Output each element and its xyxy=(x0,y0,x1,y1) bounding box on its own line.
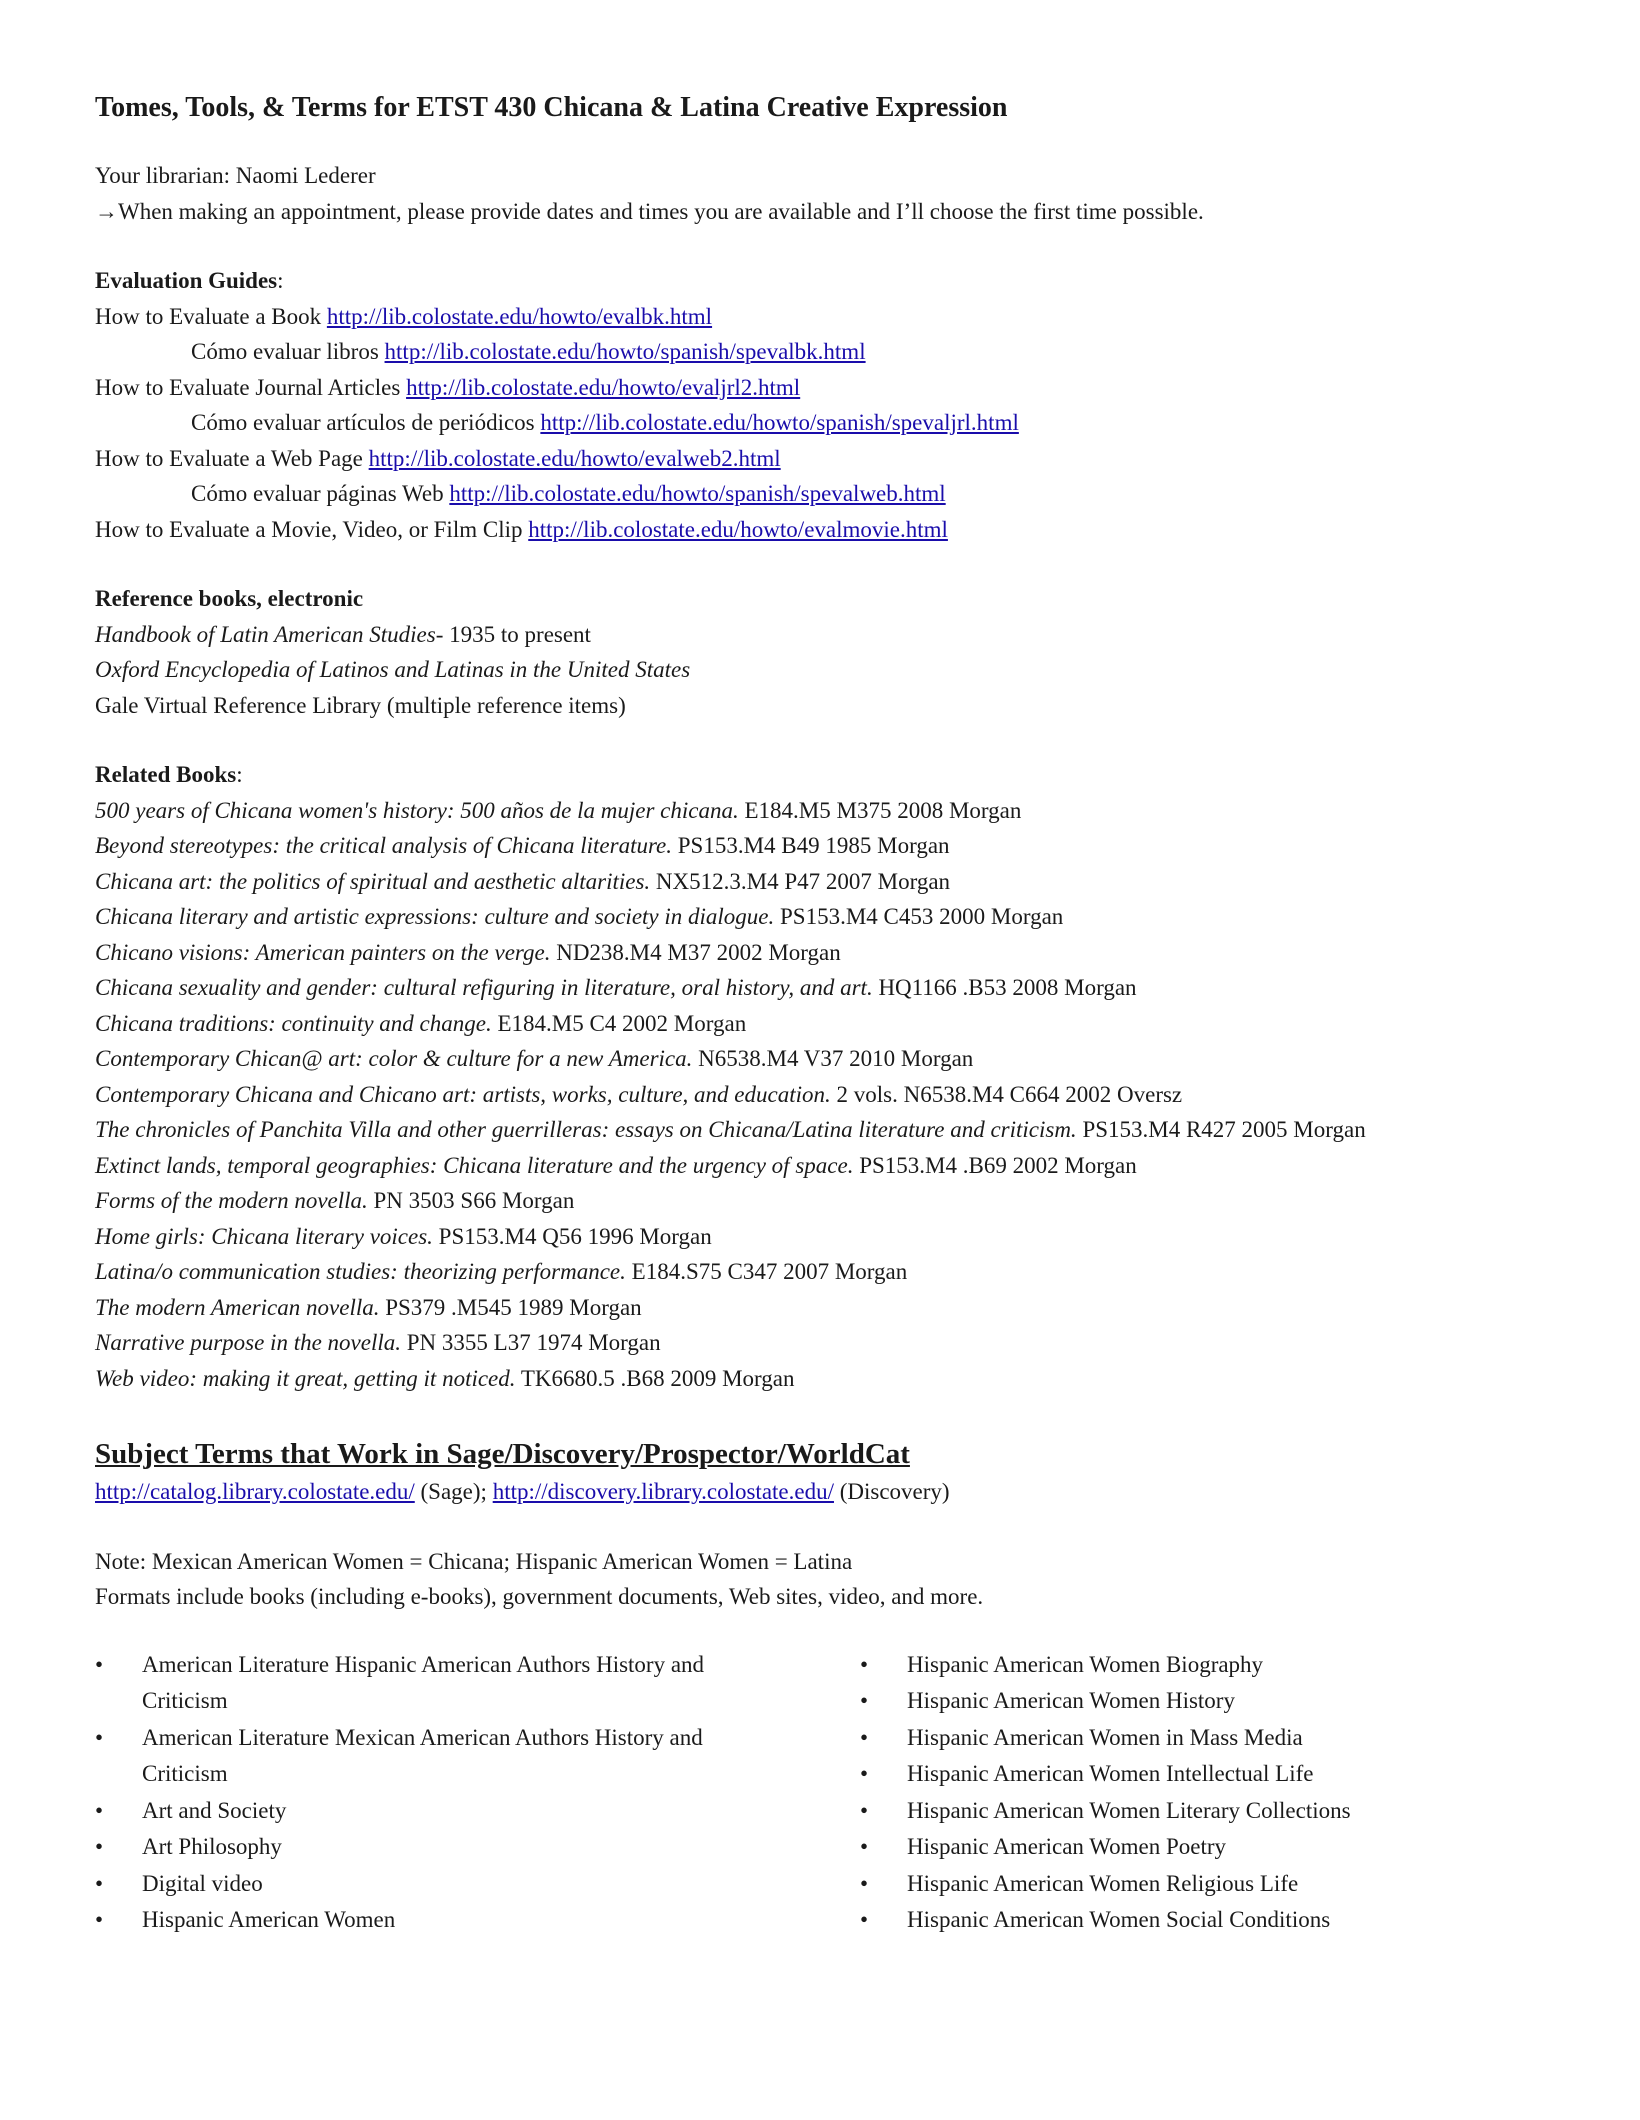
subject-term-item xyxy=(860,1793,1460,1830)
subject-terms-columns xyxy=(95,1647,1555,1939)
related-book-item xyxy=(95,1254,1505,1290)
evaluation-guide-link[interactable]: http://lib.colostate.edu/howto/evalbk.html xyxy=(326,303,713,329)
call-number: E184.M5 C4 2002 Morgan xyxy=(491,1010,747,1036)
bullet-icon: • xyxy=(860,1907,869,1932)
evaluation-guide-label: Cómo evaluar libros xyxy=(191,339,385,364)
reference-heading: Reference books, electronic xyxy=(95,586,364,611)
formats-note: Formats include books (including e-books), government documents, Web sites, video, and more. xyxy=(95,1584,984,1609)
related-book-item xyxy=(95,899,1505,935)
subject-term-item xyxy=(95,1647,782,1720)
related-book-item xyxy=(95,935,1505,971)
sage-catalog-link[interactable]: http://catalog.library.colostate.edu/ xyxy=(95,1479,415,1504)
call-number: PS379 .M545 1989 Morgan xyxy=(379,1294,642,1320)
book-title: Forms of the modern novella. xyxy=(95,1188,368,1213)
subject-term-item xyxy=(860,1866,1460,1903)
document-page xyxy=(95,92,1555,1939)
subject-note: Note: Mexican American Women = Chicana; Hispanic American Women = Latina xyxy=(95,1548,853,1574)
evaluation-guide-link[interactable]: http://lib.colostate.edu/howto/evalweb2.html xyxy=(368,445,781,471)
subject-term-item xyxy=(860,1902,1460,1939)
evaluation-guide-link[interactable]: http://lib.colostate.edu/howto/spanish/spevalbk.html xyxy=(384,339,866,364)
subject-terms-heading: Subject Terms that Work in Sage/Discovery/Prospector/WorldCat xyxy=(95,1438,910,1470)
call-number: PS153.M4 R427 2005 Morgan xyxy=(1076,1117,1366,1142)
related-book-item xyxy=(95,1361,1505,1397)
bullet-icon: • xyxy=(95,1907,104,1932)
call-number: PS153.M4 C453 2000 Morgan xyxy=(774,904,1064,929)
bullet-icon: • xyxy=(860,1870,869,1896)
subject-term-label: Hispanic American Women Religious Life xyxy=(907,1870,1299,1896)
subject-term-item xyxy=(860,1683,1460,1720)
book-title: Chicana art: the politics of spiritual and aesthetic altarities. xyxy=(95,868,651,894)
related-book-item xyxy=(95,828,1505,864)
reference-title: Handbook of Latin American Studies xyxy=(95,621,436,647)
call-number: PS153.M4 Q56 1996 Morgan xyxy=(432,1223,712,1249)
book-title: The modern American novella. xyxy=(95,1294,380,1320)
subject-term-item xyxy=(95,1902,782,1939)
bullet-icon: • xyxy=(860,1651,869,1677)
book-title: Chicano visions: American painters on the verge. xyxy=(95,939,551,965)
call-number: 2 vols. N6538.M4 C664 2002 Oversz xyxy=(830,1081,1183,1107)
subject-term-label: Art and Society xyxy=(142,1797,287,1823)
evaluation-guide-link[interactable]: http://lib.colostate.edu/howto/spanish/spevaljrl.html xyxy=(540,410,1019,435)
book-title: Narrative purpose in the novella. xyxy=(95,1330,401,1355)
related-book-item xyxy=(95,793,1505,829)
call-number: HQ1166 .B53 2008 Morgan xyxy=(872,975,1137,1000)
subject-term-item xyxy=(95,1829,782,1866)
book-title: Contemporary Chican@ art: color & culture for a new America. xyxy=(95,1046,693,1071)
call-number: PN 3355 L37 1974 Morgan xyxy=(401,1330,661,1355)
related-book-item xyxy=(95,1148,1505,1184)
book-title: Home girls: Chicana literary voices. xyxy=(95,1223,433,1249)
evaluation-guide-link[interactable]: http://lib.colostate.edu/howto/spanish/spevalweb.html xyxy=(449,481,946,506)
bullet-icon: • xyxy=(860,1834,869,1859)
evaluation-guide-item xyxy=(95,441,1555,477)
evaluation-guide-label: Cómo evaluar páginas Web xyxy=(191,481,450,506)
evaluation-guide-item xyxy=(95,370,1555,406)
call-number: PN 3503 S66 Morgan xyxy=(367,1188,575,1213)
evaluation-guide-label: How to Evaluate a Web Page xyxy=(95,445,369,471)
sage-label: (Sage); xyxy=(414,1479,493,1504)
appointment-note: →When making an appointment, please provide dates and times you are available and I’ll choose the first time possible. xyxy=(95,198,1204,224)
call-number: TK6680.5 .B68 2009 Morgan xyxy=(515,1365,795,1391)
related-book-item xyxy=(95,1077,1505,1113)
evaluation-guide-label: How to Evaluate a Movie, Video, or Film Clip xyxy=(95,516,529,542)
subject-term-item xyxy=(95,1793,782,1830)
subject-term-item xyxy=(860,1829,1460,1866)
book-title: Web video: making it great, getting it noticed. xyxy=(95,1365,516,1391)
subject-term-label: Art Philosophy xyxy=(142,1834,282,1859)
subject-term-label: Hispanic American Women xyxy=(142,1907,396,1932)
call-number: PS153.M4 .B69 2002 Morgan xyxy=(853,1152,1137,1178)
bullet-icon: • xyxy=(95,1651,104,1677)
book-title: The chronicles of Panchita Villa and other guerrilleras: essays on Chicana/Latina literature and criticism. xyxy=(95,1117,1077,1142)
evaluation-guide-link[interactable]: http://lib.colostate.edu/howto/evalmovie.html xyxy=(528,516,948,542)
evaluation-guide-item xyxy=(95,334,1555,370)
book-title: Beyond stereotypes: the critical analysis of Chicana literature. xyxy=(95,833,673,858)
evaluation-guide-label: Cómo evaluar artículos de periódicos xyxy=(191,410,541,435)
call-number: E184.S75 C347 2007 Morgan xyxy=(625,1259,908,1284)
bullet-icon: • xyxy=(860,1688,869,1713)
subject-term-label: Hispanic American Women Literary Collections xyxy=(907,1797,1351,1823)
book-title: Chicana traditions: continuity and change. xyxy=(95,1010,492,1036)
evaluation-guide-item xyxy=(95,476,1555,512)
catalog-links-line xyxy=(95,1474,1555,1510)
evaluation-guide-item xyxy=(95,512,1555,548)
librarian-line: Your librarian: Naomi Lederer xyxy=(95,163,376,188)
reference-item xyxy=(95,617,1555,653)
subject-terms-right xyxy=(860,1647,1460,1939)
discovery-label: (Discovery) xyxy=(833,1479,950,1504)
reference-books-list xyxy=(95,617,1555,724)
reference-detail: Gale Virtual Reference Library (multiple reference items) xyxy=(95,692,626,718)
bullet-icon: • xyxy=(860,1761,869,1786)
reference-item xyxy=(95,652,1555,688)
subject-term-label: Digital video xyxy=(142,1870,263,1896)
reference-title: Oxford Encyclopedia of Latinos and Latinas in the United States xyxy=(95,657,691,682)
bullet-icon: • xyxy=(95,1834,104,1859)
subject-term-label: American Literature Mexican American Authors History and Criticism xyxy=(142,1724,703,1786)
evaluation-guide-label: How to Evaluate a Book xyxy=(95,303,327,329)
subject-term-item xyxy=(860,1647,1460,1684)
reference-detail: - 1935 to present xyxy=(435,621,591,647)
subject-term-label: Hispanic American Women Poetry xyxy=(907,1834,1227,1859)
related-book-item xyxy=(95,1325,1505,1361)
page-title: Tomes, Tools, & Terms for ETST 430 Chicana & Latina Creative Expression xyxy=(95,92,1008,123)
evaluation-guides-list xyxy=(95,299,1555,548)
related-book-item xyxy=(95,1219,1505,1255)
subject-term-label: Hispanic American Women in Mass Media xyxy=(907,1724,1303,1750)
subject-term-item xyxy=(95,1720,782,1793)
evaluation-guide-item xyxy=(95,405,1555,441)
evaluation-guide-item xyxy=(95,299,1555,335)
related-heading-colon: : xyxy=(236,762,243,787)
call-number: E184.M5 M375 2008 Morgan xyxy=(738,797,1022,823)
subject-term-item xyxy=(860,1720,1460,1757)
subject-term-label: Hispanic American Women Biography xyxy=(907,1651,1264,1677)
bullet-icon: • xyxy=(95,1797,104,1823)
related-books-list xyxy=(95,793,1555,1397)
subject-term-label: Hispanic American Women History xyxy=(907,1688,1235,1713)
related-heading: Related Books xyxy=(95,762,237,787)
evaluation-heading-line xyxy=(95,263,1555,299)
related-book-item xyxy=(95,970,1505,1006)
related-book-item xyxy=(95,1183,1505,1219)
book-title: Chicana literary and artistic expressions: culture and society in dialogue. xyxy=(95,904,775,929)
call-number: ND238.M4 M37 2002 Morgan xyxy=(550,939,841,965)
subject-term-item xyxy=(95,1866,782,1903)
book-title: Extinct lands, temporal geographies: Chicana literature and the urgency of space. xyxy=(95,1152,854,1178)
call-number: NX512.3.M4 P47 2007 Morgan xyxy=(650,868,951,894)
bullet-icon: • xyxy=(860,1797,869,1823)
book-title: Chicana sexuality and gender: cultural refiguring in literature, oral history, and art. xyxy=(95,975,873,1000)
call-number: PS153.M4 B49 1985 Morgan xyxy=(672,833,950,858)
book-title: 500 years of Chicana women's history: 500 años de la mujer chicana. xyxy=(95,797,739,823)
related-book-item xyxy=(95,1006,1505,1042)
evaluation-guide-label: How to Evaluate Journal Articles xyxy=(95,374,407,400)
subject-term-item xyxy=(860,1756,1460,1793)
subject-term-label: Hispanic American Women Intellectual Life xyxy=(907,1761,1314,1786)
evaluation-guide-link[interactable]: http://lib.colostate.edu/howto/evaljrl2.html xyxy=(406,374,801,400)
subject-term-label: American Literature Hispanic American Authors History and Criticism xyxy=(142,1651,705,1713)
related-book-item xyxy=(95,1041,1505,1077)
book-title: Contemporary Chicana and Chicano art: artists, works, culture, and education. xyxy=(95,1081,831,1107)
related-book-item xyxy=(95,1290,1505,1326)
discovery-link[interactable]: http://discovery.library.colostate.edu/ xyxy=(492,1479,834,1504)
book-title: Latina/o communication studies: theorizing performance. xyxy=(95,1259,626,1284)
related-book-item xyxy=(95,1112,1505,1148)
bullet-icon: • xyxy=(95,1724,104,1750)
subject-terms-left xyxy=(95,1647,860,1939)
reference-item xyxy=(95,688,1555,724)
related-heading-line xyxy=(95,757,1555,793)
call-number: N6538.M4 V37 2010 Morgan xyxy=(692,1046,974,1071)
bullet-icon: • xyxy=(95,1870,104,1896)
evaluation-heading: Evaluation Guides xyxy=(95,268,278,293)
subject-term-label: Hispanic American Women Social Conditions xyxy=(907,1907,1331,1932)
related-book-item xyxy=(95,864,1505,900)
evaluation-heading-colon: : xyxy=(277,268,284,293)
bullet-icon: • xyxy=(860,1724,869,1750)
